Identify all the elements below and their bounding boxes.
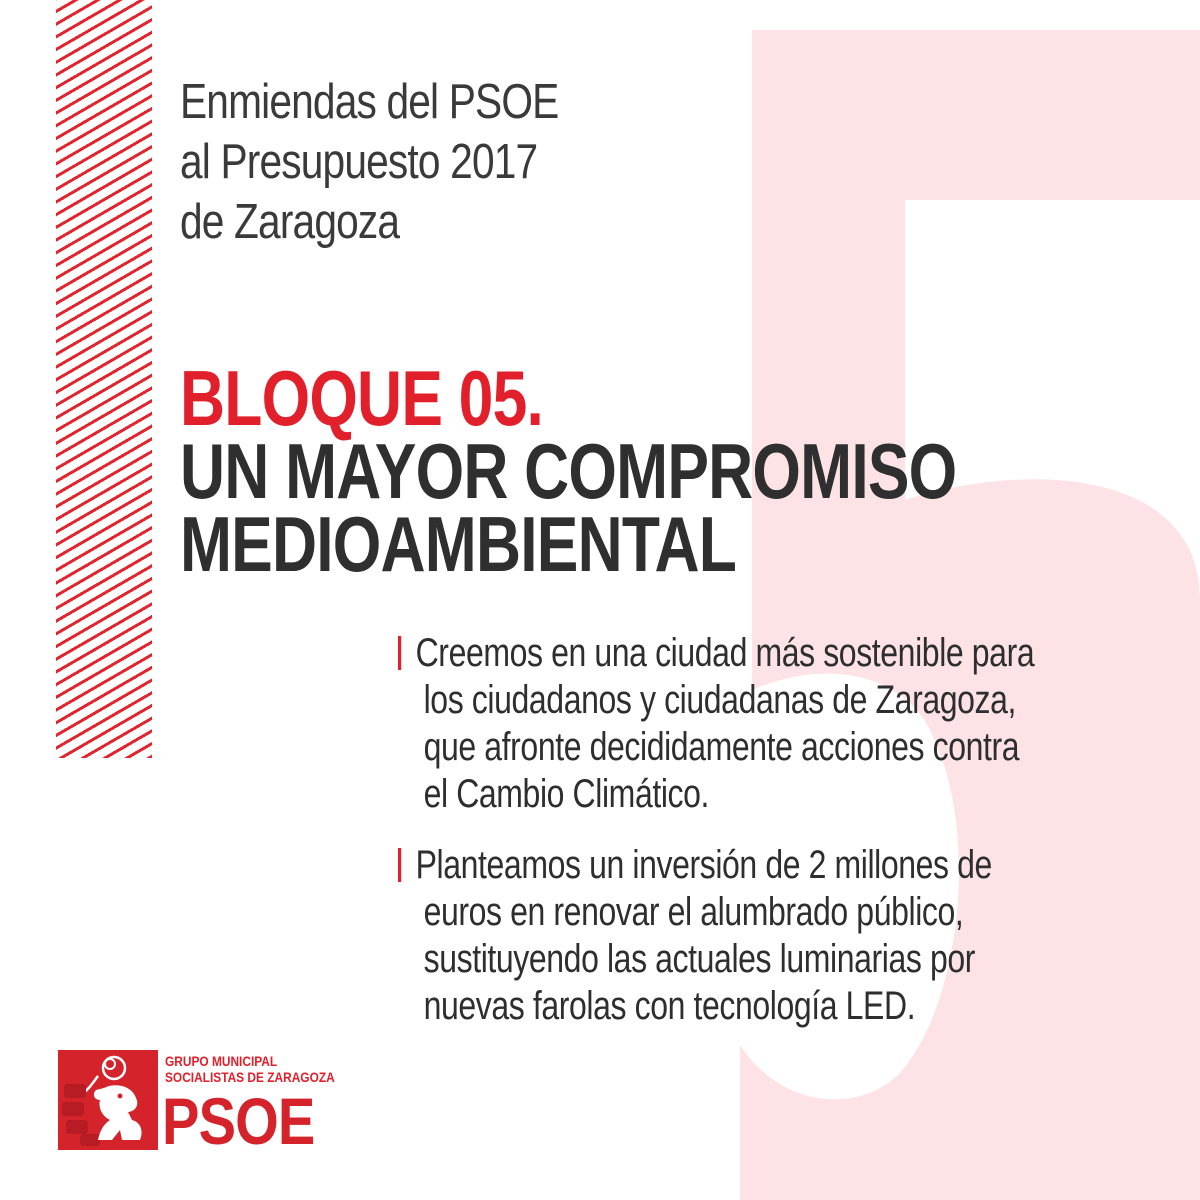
red-bar-marker (398, 848, 401, 882)
paragraph-line (398, 842, 992, 889)
paragraph-lighting (398, 842, 992, 1030)
subtitle (180, 72, 558, 252)
psoe-logo (58, 1050, 335, 1158)
red-bar-marker (398, 636, 401, 670)
logo-line-2: SOCIALISTAS DE ZARAGOZA (165, 1069, 335, 1085)
paragraph-line (398, 630, 1034, 677)
diagonal-stripes (56, 0, 152, 758)
logo-line-1: GRUPO MUNICIPAL (165, 1053, 278, 1069)
subtitle-line: Enmiendas del PSOE (180, 75, 559, 129)
paragraph-line: el Cambio Climático. (423, 772, 710, 816)
headline (180, 354, 957, 588)
paragraph-line: que afronte decididamente acciones contra (423, 725, 1020, 769)
paragraph-climate (398, 630, 1034, 818)
logo-brand: PSOE (162, 1084, 315, 1158)
block-label: BLOQUE 05. (180, 354, 544, 442)
psoe-rose-lion-logo-icon (58, 1050, 158, 1150)
paragraph-line: los ciudadanos y ciudadanas de Zaragoza, (423, 678, 1017, 722)
paragraph-text: Creemos en una ciudad más sostenible para (415, 631, 1035, 675)
subtitle-line: al Presupuesto 2017 (180, 135, 538, 189)
headline-line: UN MAYOR COMPROMISO (180, 427, 957, 515)
headline-line: MEDIOAMBIENTAL (180, 500, 737, 588)
paragraph-line: euros en renovar el alumbrado público, (423, 890, 964, 934)
subtitle-line: de Zaragoza (180, 195, 400, 249)
paragraph-text: Planteamos un inversión de 2 millones de (415, 843, 992, 887)
paragraph-line: nuevas farolas con tecnología LED. (423, 984, 916, 1028)
paragraph-line: sustituyendo las actuales luminarias por (423, 937, 976, 981)
